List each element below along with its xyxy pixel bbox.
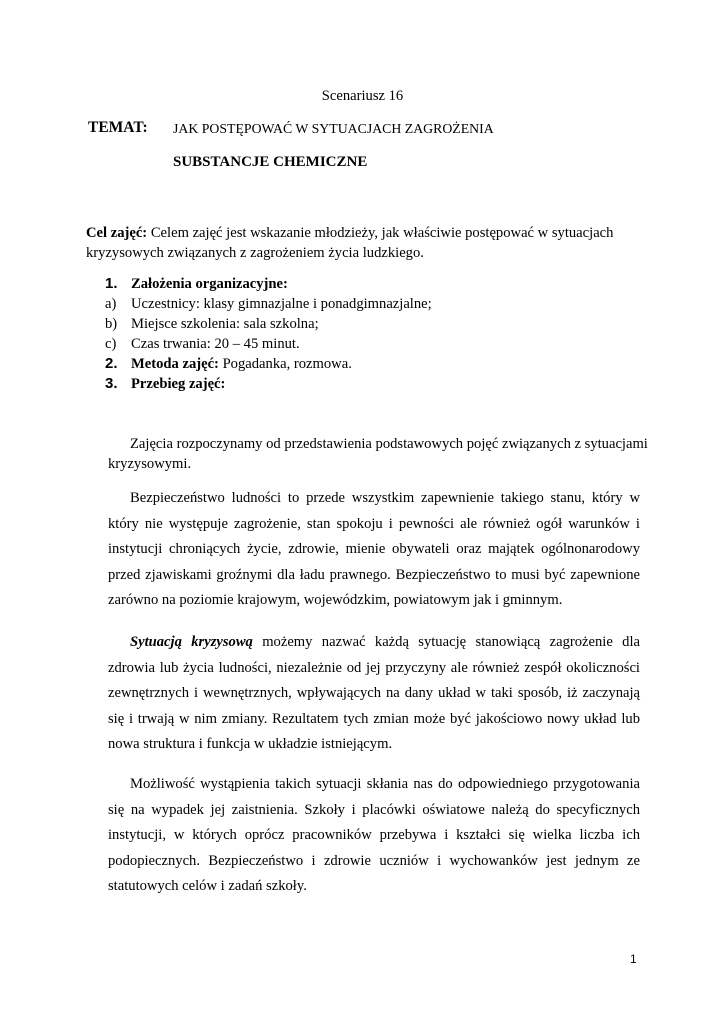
outline-subitem — [105, 314, 645, 334]
outline-subitem — [105, 294, 645, 314]
outline-subitem-text: Czas trwania: 20 – 45 minut. — [131, 336, 300, 352]
goal-label: Cel zajęć: — [86, 225, 148, 241]
outline-subitem-letter: b) — [105, 316, 118, 332]
outline-item — [105, 354, 645, 374]
outline-item-label: Założenia organizacyjne: — [131, 276, 288, 292]
outline-item — [105, 274, 645, 294]
body-paragraph-schools: Możliwość wystąpienia takich sytuacji skłania nas do odpowiedniego przygotowania się na wypadek jej zaistnienia. Szkoły i placówki oświatowe należą do specyficznych instytucji, w których oprócz pracowników przebywa i kształci się wielka liczba ich podopiecznych. Bezpieczeństwo i zdrowie uczniów i wychowanków jest jednym ze statutowych celów i zadań szkoły. — [108, 776, 640, 895]
goal-paragraph — [86, 223, 638, 263]
body-paragraph-security: Bezpieczeństwo ludności to przede wszystkim zapewnienie takiego stanu, który w który nie występuje zagrożenie, stan spokoju i pewności ale również ogół warunków i instytucji chroniących życie, zdrowie, mienie obywateli oraz majątek ogólnonarodowy przed zjawiskami groźnymi dla ładu prawnego. Bezpieczeństwo to musi być zapewnione zarówno na poziomie krajowym, wojewódzkim, powiatowym jak i gminnym. — [108, 490, 640, 609]
document-title: Scenariusz 16 — [321, 88, 404, 104]
outline-subitem-text: Miejsce szkolenia: sala szkolna; — [131, 316, 319, 332]
outline-list — [105, 274, 645, 394]
outline-subitem-text: Uczestnicy: klasy gimnazjalne i ponadgimnazjalne; — [131, 296, 432, 312]
outline-subitem-letter: c) — [105, 336, 117, 352]
outline-item-number: 2. — [105, 355, 118, 372]
outline-item-label: Metoda zajęć: — [131, 356, 219, 372]
outline-item-label: Przebieg zajęć: — [131, 376, 226, 392]
outline-subitem — [105, 334, 645, 354]
document-subtitle: SUBSTANCJE CHEMICZNE — [173, 154, 368, 170]
outline-item — [105, 374, 645, 394]
topic-text: JAK POSTĘPOWAĆ W SYTUACJACH ZAGROŻENIA — [173, 121, 494, 136]
page-number: 1 — [630, 952, 637, 966]
body-paragraph-crisis — [108, 630, 640, 758]
crisis-term: Sytuacją kryzysową — [130, 634, 253, 650]
topic-label: TEMAT: — [88, 119, 148, 136]
outline-item-text: Pogadanka, rozmowa. — [218, 356, 352, 372]
goal-text: Celem zajęć jest wskazanie młodzieży, jak właściwie postępować w sytuacjach kryzysowych związanych z zagrożeniem życia ludzkiego. — [86, 225, 614, 261]
outline-subitem-letter: a) — [105, 296, 117, 312]
intro-paragraph: Zajęcia rozpoczynamy od przedstawienia podstawowych pojęć związanych z sytuacjami kryzysowymi. — [108, 436, 648, 472]
outline-item-number: 1. — [105, 275, 118, 292]
crisis-definition: możemy nazwać każdą sytuację stanowiącą zagrożenie dla zdrowia lub życia ludności, niezależnie od jej przyczyny ale również zespół okoliczności zewnętrznych i wewnętrznych, wpływających na dany układ w taki sposób, iż zaczynają się i trwają w nim zmiany. Rezultatem tych zmian może być jakościowo nowy układ lub nowa struktura i funkcja w układzie istniejącym. — [108, 634, 640, 753]
outline-item-number: 3. — [105, 375, 118, 392]
